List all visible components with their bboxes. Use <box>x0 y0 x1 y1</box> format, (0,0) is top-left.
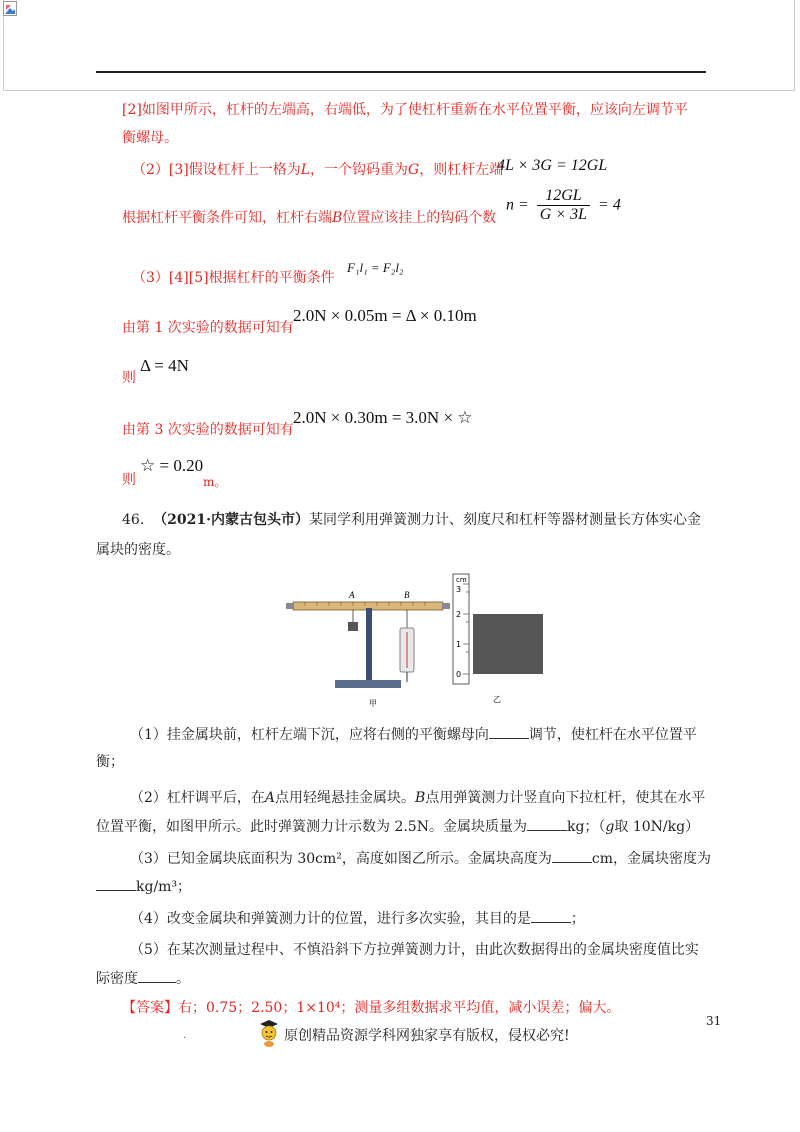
solution-line-3 <box>132 160 503 180</box>
solution-text: 衡螺母。 <box>122 130 178 146</box>
solution-text: 则 <box>122 370 136 386</box>
subquestion-2-line-2 <box>96 816 699 837</box>
question-text: 际密度 <box>96 971 138 987</box>
metal-block <box>473 614 543 674</box>
answer-text: 右；0.75；2.50；1×10⁴；测量多组数据求平均值，减小误差；偏大。 <box>178 1000 621 1016</box>
solution-text: （3）[4][5]根据杠杆的平衡条件 <box>132 270 335 286</box>
page-number: 31 <box>706 1014 722 1028</box>
ruler-tick-2: 2 <box>456 610 462 619</box>
question-text: （5）在某次测量过程中、不慎沿斜下方拉弹簧测力计，由此次数据得出的金属块密度值比实 <box>130 942 699 958</box>
question-text: kg/m³； <box>136 879 192 895</box>
subquestion-4 <box>130 908 585 929</box>
question-source: （2021·内蒙古包头市） <box>153 512 310 528</box>
solution-text: 由第 3 次实验的数据可知有 <box>122 422 294 438</box>
answer-blank <box>489 724 529 739</box>
var-L: L <box>300 162 311 178</box>
answer-blank <box>96 876 136 891</box>
formula-experiment-3: 2.0N × 0.30m = 3.0N × ☆ <box>293 408 473 427</box>
fraction <box>537 187 590 224</box>
ruler-unit: cm <box>456 576 467 584</box>
var-B: B <box>332 210 343 226</box>
question-stem-text: 属块的密度。 <box>96 542 180 558</box>
stand-pole <box>366 608 372 684</box>
subquestion-5-line-2 <box>96 968 190 989</box>
question-text: ； <box>570 911 585 927</box>
solution-text: ，一个钩码重为 <box>310 162 409 178</box>
subquestion-1-line-1 <box>130 724 697 745</box>
question-text: kg；（ <box>566 819 606 835</box>
ruler-tick-1: 1 <box>456 640 462 649</box>
answer-line <box>122 998 620 1018</box>
solution-line-5 <box>132 268 335 288</box>
solution-line-4 <box>122 208 496 228</box>
answer-blank <box>531 908 571 923</box>
var-B: B <box>415 790 426 806</box>
answer-blank <box>552 848 592 863</box>
ruler-tick-0: 0 <box>456 670 462 679</box>
figure-label-jia: 甲 <box>369 699 377 708</box>
solution-text: 则 <box>122 472 136 488</box>
var-g: g <box>605 819 615 835</box>
subquestion-3-line-1 <box>130 848 711 869</box>
formula-star: ☆ = 0.20 <box>140 456 204 475</box>
question-text: （4）改变金属块和弹簧测力计的位置，进行多次实验，其目的是 <box>130 911 531 927</box>
question-number: 46. <box>122 512 145 528</box>
question-text: （2）杠杆调平后，在 <box>130 790 265 806</box>
unit-m: m。 <box>203 475 227 489</box>
var-A: A <box>264 790 276 806</box>
solution-line-6 <box>122 318 294 338</box>
formula-result: = 4 <box>598 196 621 214</box>
subquestion-1-line-2 <box>96 752 124 772</box>
answer-blank <box>527 816 567 831</box>
answer-blank <box>138 968 176 983</box>
experiment-figure <box>283 570 553 710</box>
subquestion-2-line-1 <box>130 788 705 808</box>
formula-hook-count <box>506 187 621 224</box>
solution-line-2-3 <box>122 100 688 120</box>
fraction-denominator: G × 3L <box>539 206 588 223</box>
subquestion-3-line-2 <box>96 876 191 897</box>
solution-text: 由第 1 次实验的数据可知有 <box>122 320 294 336</box>
formula-delta: Δ = 4N <box>140 356 189 375</box>
solution-text: （2）[3]假设杠杆上一格为 <box>132 162 301 178</box>
figure-label-yi: 乙 <box>493 695 501 704</box>
solution-line-7 <box>122 368 136 388</box>
solution-line-8 <box>122 420 294 440</box>
var-G: G <box>408 162 420 178</box>
balance-nut-left <box>286 603 294 609</box>
solution-text: ，则杠杆左端 <box>419 162 504 178</box>
stand-base <box>335 680 401 688</box>
question-text: 调节，使杠杆在水平位置平 <box>528 727 697 743</box>
formula-left-moment: 4L × 3G = 12GL <box>497 157 608 174</box>
question-text: 取 10N/kg） <box>614 819 700 835</box>
figure-svg <box>283 570 553 710</box>
question-text: cm，金属块密度为 <box>591 851 712 867</box>
formula-balance: F₁l₁ = F₂l₂ <box>347 260 404 275</box>
question-text: 位置平衡，如图甲所示。此时弹簧测力计示数为 2.5N。金属块质量为 <box>96 819 527 835</box>
page-header <box>3 0 795 91</box>
formula-experiment-1: 2.0N × 0.05m = Δ × 0.10m <box>293 306 477 325</box>
balance-nut-right <box>442 603 450 609</box>
question-stem-1 <box>122 510 701 530</box>
fraction-numerator: 12GL <box>537 187 590 206</box>
subquestion-5-line-1 <box>130 940 699 960</box>
solution-text: 位置应该挂上的钩码个数 <box>342 210 497 226</box>
mascot-logo-icon <box>258 1018 280 1048</box>
figure-label-A: A <box>349 590 355 600</box>
figure-label-B: B <box>404 590 410 600</box>
question-text: 。 <box>176 971 190 987</box>
answer-label: 【答案】 <box>122 1000 178 1016</box>
copyright-notice: 原创精品资源学科网独家享有版权，侵权必究! <box>284 1028 570 1044</box>
question-stem-text: 某同学利用弹簧测力计、刻度尺和杠杆等器材测量长方体实心金 <box>309 512 702 528</box>
solution-line-9 <box>122 470 136 490</box>
broken-image-icon <box>3 1 19 17</box>
question-text: 点用轻绳悬挂金属块。 <box>275 790 416 806</box>
footer-dot: . <box>183 1030 187 1041</box>
formula-n: n = <box>506 196 529 214</box>
solution-text: 根据杠杆平衡条件可知，杠杆右端 <box>122 210 332 226</box>
question-text: 衡； <box>96 754 124 770</box>
ruler-tick-3: 3 <box>456 585 462 594</box>
question-stem-2 <box>96 540 180 560</box>
question-text: 点用弹簧测力计竖直向下拉杠杆，使其在水平 <box>425 790 706 806</box>
solution-text: [2]如图甲所示，杠杆的左端高，右端低，为了使杠杆重新在水平位置平衡，应该向左调节平 <box>122 102 688 118</box>
question-text: （3）已知金属块底面积为 30cm²，高度如图乙所示。金属块高度为 <box>130 851 552 867</box>
question-text: （1）挂金属块前，杠杆左端下沉，应将右侧的平衡螺母向 <box>130 727 489 743</box>
header-rule <box>96 71 706 73</box>
metal-block-hanging <box>348 622 358 631</box>
solution-line-2-3b <box>122 128 178 148</box>
